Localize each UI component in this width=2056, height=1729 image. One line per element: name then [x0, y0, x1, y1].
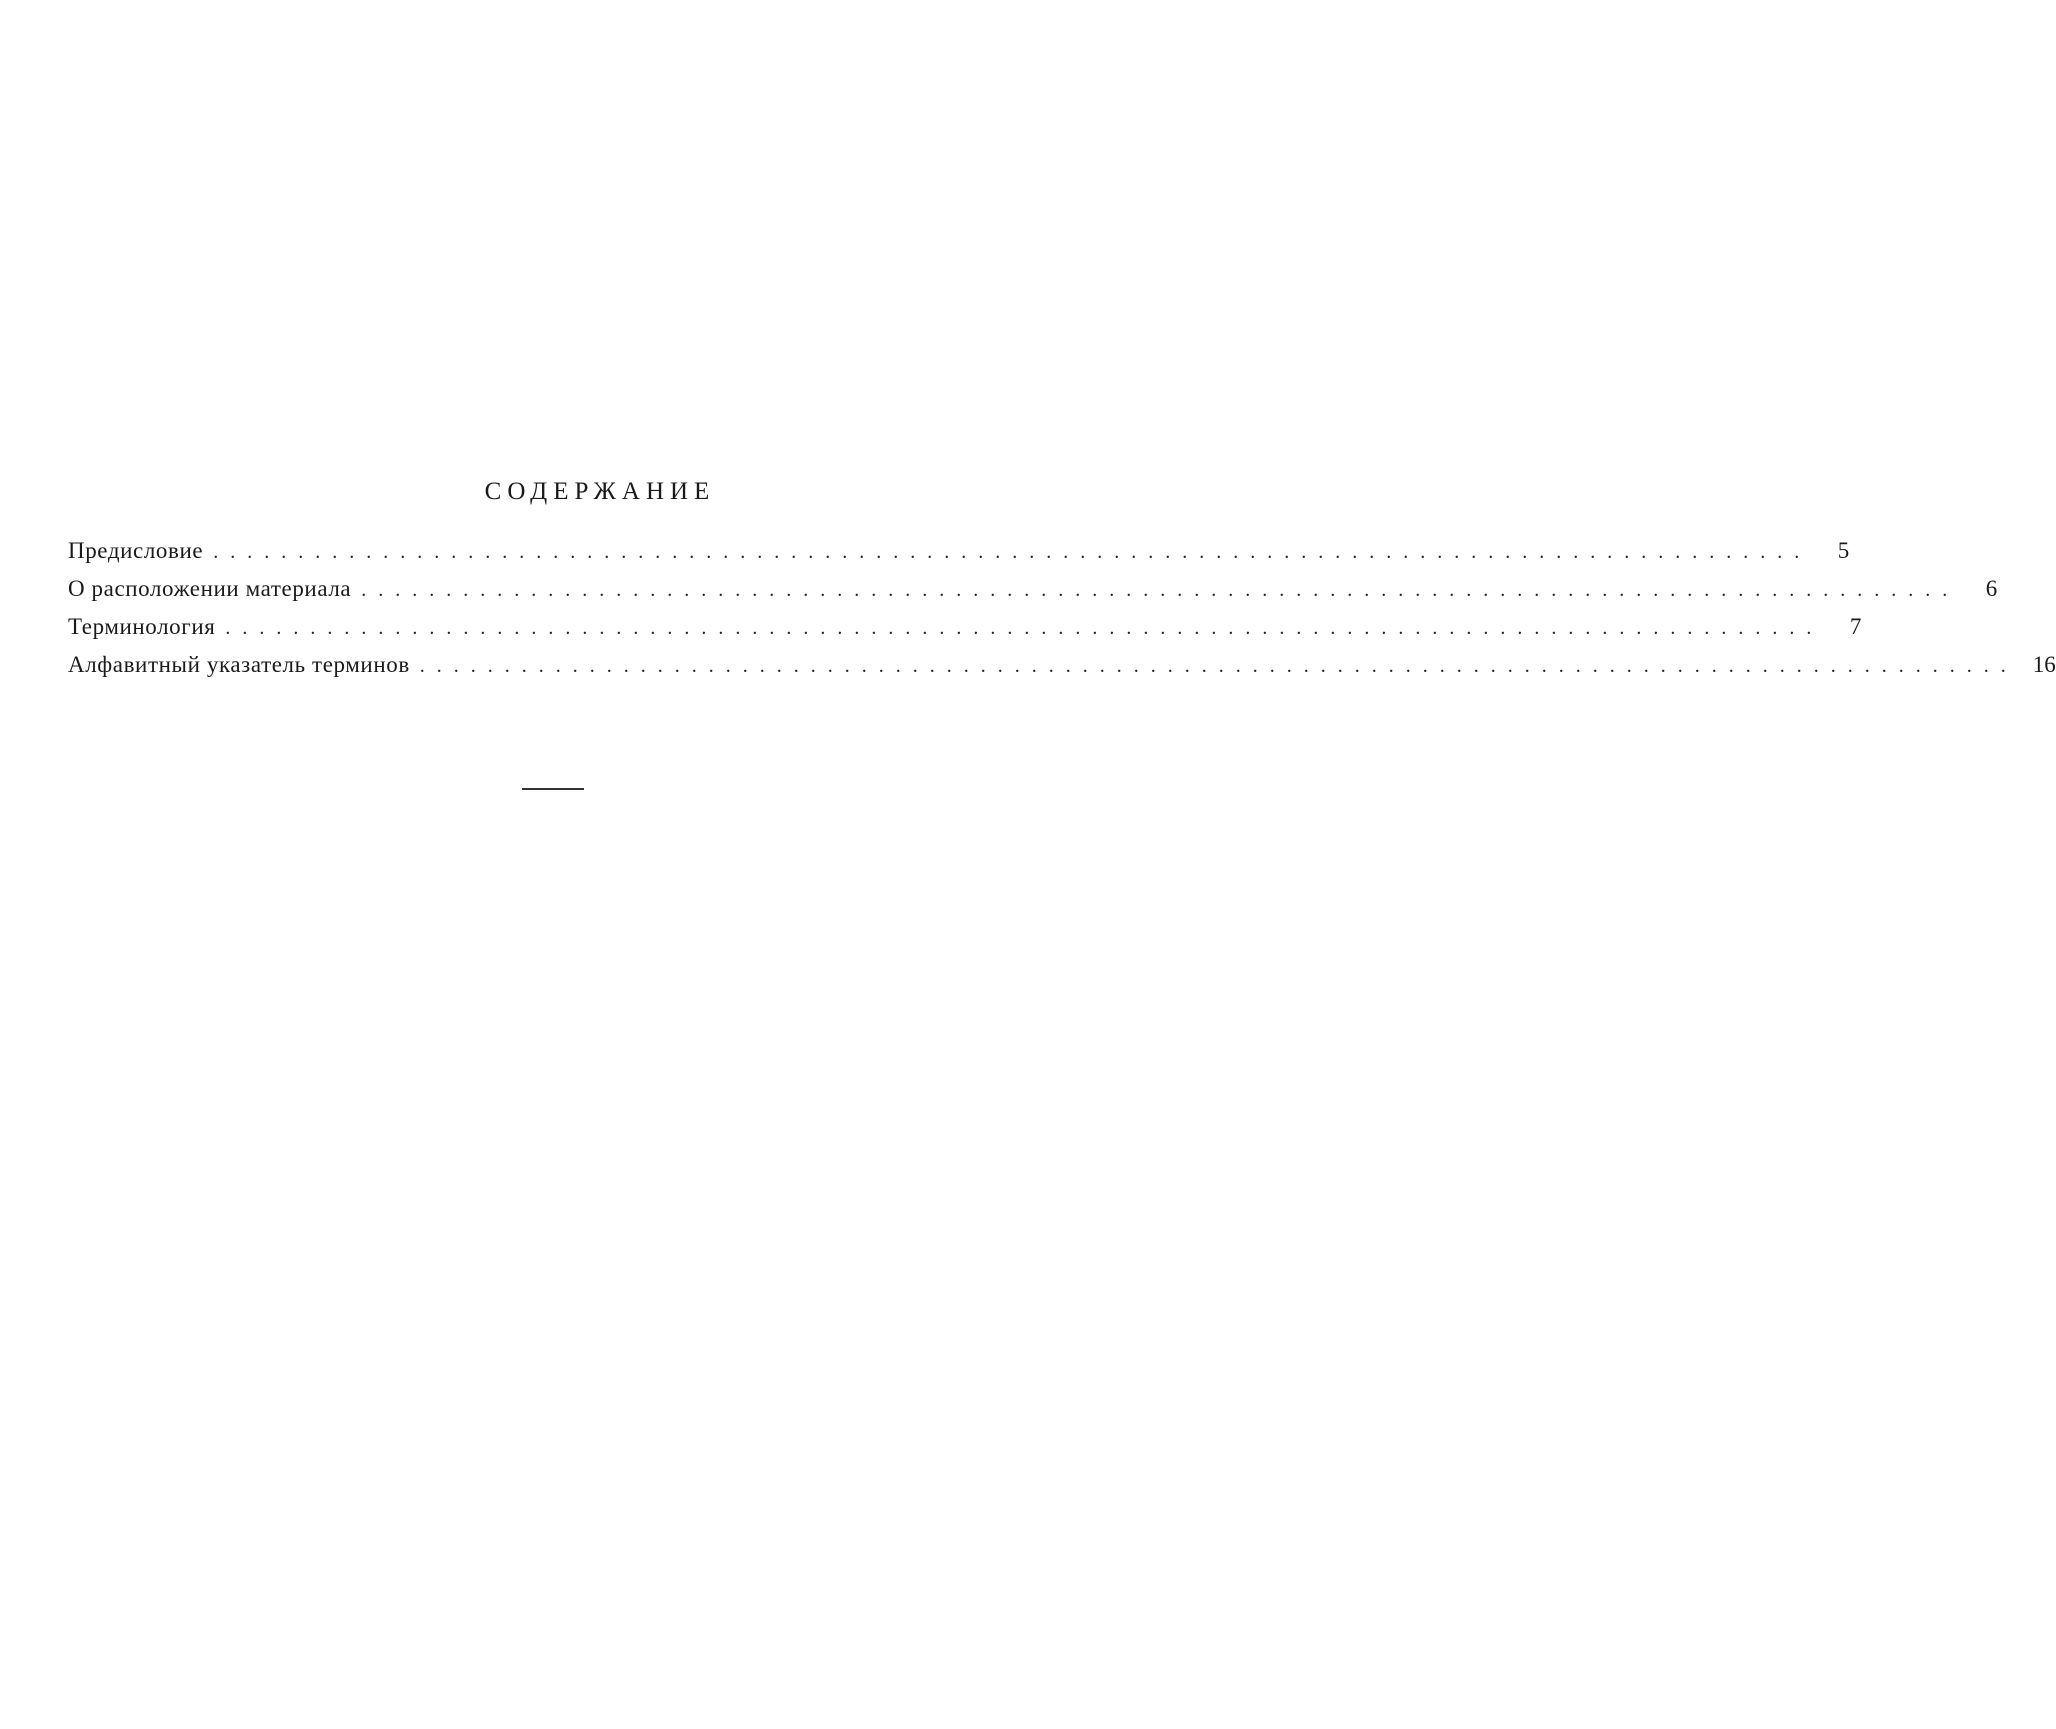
toc-entry-page-number: 16: [2032, 652, 2056, 677]
dot-leader: ..............................................................................................: [361, 579, 1960, 601]
dot-leader: ..............................................................................................: [213, 541, 1812, 563]
toc-entry-alphabetical-index[interactable]: [68, 652, 2056, 690]
table-of-contents: [68, 538, 2056, 690]
toc-entry-label: Предисловие: [68, 538, 204, 563]
toc-entry-page-number: 7: [1849, 614, 1862, 639]
toc-entry-preface[interactable]: [68, 538, 1850, 576]
toc-entry-label: О расположении материала: [68, 576, 352, 601]
toc-entry-page-number: 5: [1837, 538, 1850, 563]
toc-heading: СОДЕРЖАНИЕ: [484, 478, 716, 505]
dot-leader: ..............................................................................................: [419, 655, 2018, 677]
toc-entry-label: Алфавитный указатель терминов: [68, 652, 410, 677]
toc-entry-label: Терминология: [68, 614, 216, 639]
toc-entry-terminology[interactable]: [68, 614, 1862, 652]
toc-entry-page-number: 6: [1985, 576, 1998, 601]
end-divider-rule: [522, 788, 584, 790]
dot-leader: ..............................................................................................: [225, 617, 1824, 639]
toc-entry-material-arrangement[interactable]: [68, 576, 1998, 614]
